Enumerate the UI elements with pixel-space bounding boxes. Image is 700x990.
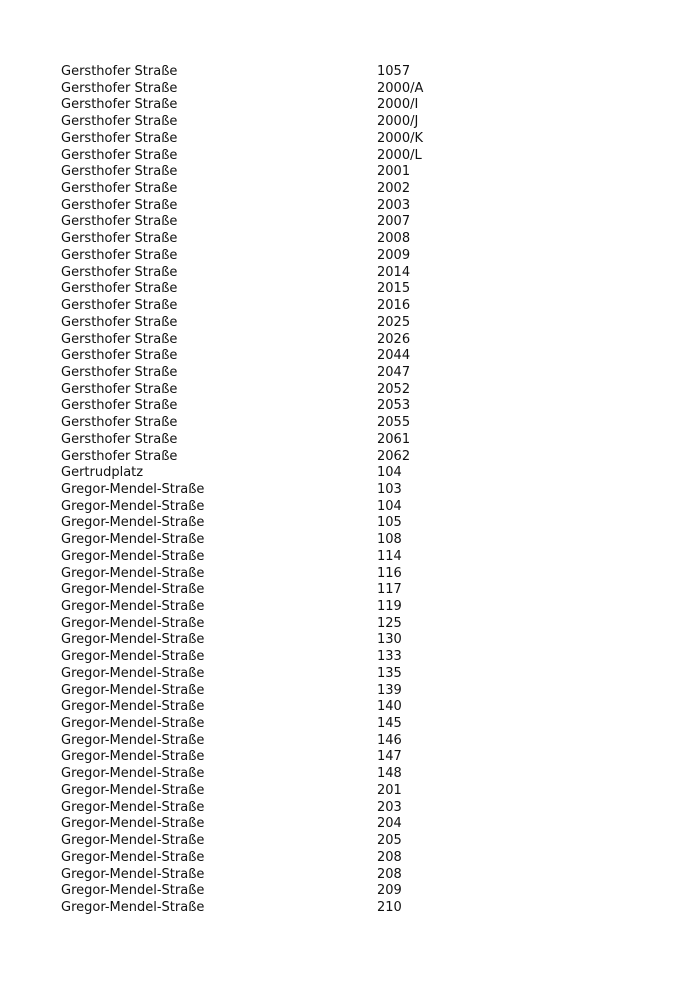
address-list [61,64,661,917]
list-item [61,683,661,700]
street-name: Gregor-Mendel-Straße [61,682,205,698]
street-name: Gersthofer Straße [61,264,178,280]
list-item [61,733,661,750]
house-number: 2000/K [377,130,423,146]
list-item [61,148,661,165]
list-item [61,532,661,549]
list-item [61,398,661,415]
street-name: Gersthofer Straße [61,97,178,113]
house-number: 108 [377,532,402,548]
house-number: 105 [377,515,402,531]
house-number: 148 [377,766,402,782]
street-name: Gregor-Mendel-Straße [61,665,205,681]
house-number: 114 [377,548,402,564]
list-item [61,766,661,783]
list-item [61,566,661,583]
street-name: Gersthofer Straße [61,64,178,79]
list-item [61,515,661,532]
street-name: Gersthofer Straße [61,281,178,297]
street-name: Gersthofer Straße [61,298,178,314]
house-number: 2001 [377,164,411,180]
list-item [61,281,661,298]
street-name: Gregor-Mendel-Straße [61,883,205,899]
house-number: 208 [377,866,402,882]
street-name: Gregor-Mendel-Straße [61,849,205,865]
list-item [61,783,661,800]
house-number: 125 [377,615,402,631]
list-item [61,298,661,315]
street-name: Gersthofer Straße [61,147,178,163]
street-name: Gregor-Mendel-Straße [61,481,205,497]
house-number: 2055 [377,415,411,431]
street-name: Gersthofer Straße [61,364,178,380]
list-item [61,348,661,365]
house-number: 203 [377,799,402,815]
house-number: 146 [377,732,402,748]
list-item [61,666,661,683]
list-item [61,164,661,181]
house-number: 2062 [377,448,411,464]
list-item [61,632,661,649]
house-number: 135 [377,665,402,681]
list-item [61,198,661,215]
house-number: 139 [377,682,402,698]
house-number: 103 [377,481,402,497]
house-number: 147 [377,749,402,765]
list-item [61,816,661,833]
street-name: Gregor-Mendel-Straße [61,649,205,665]
street-name: Gregor-Mendel-Straße [61,599,205,614]
street-name: Gersthofer Straße [61,431,178,447]
list-item [61,482,661,499]
house-number: 201 [377,782,402,798]
street-name: Gregor-Mendel-Straße [61,548,205,564]
house-number: 2000/J [377,114,419,130]
house-number: 2053 [377,398,411,414]
list-item [61,97,661,114]
house-number: 2003 [377,197,411,213]
house-number: 2000/I [377,97,419,113]
list-item [61,365,661,382]
list-item [61,315,661,332]
street-name: Gersthofer Straße [61,114,178,130]
house-number: 2000/L [377,147,422,163]
street-name: Gregor-Mendel-Straße [61,515,205,531]
street-name: Gregor-Mendel-Straße [61,833,205,849]
house-number: 145 [377,716,402,732]
street-name: Gersthofer Straße [61,214,178,230]
house-number: 2008 [377,231,411,247]
street-name: Gregor-Mendel-Straße [61,615,205,631]
street-name: Gersthofer Straße [61,164,178,180]
street-name: Gregor-Mendel-Straße [61,716,205,732]
street-name: Gregor-Mendel-Straße [61,565,205,581]
street-name: Gregor-Mendel-Straße [61,799,205,815]
street-name: Gersthofer Straße [61,415,178,431]
house-number: 210 [377,899,402,915]
list-item [61,248,661,265]
house-number: 2009 [377,247,411,263]
list-item [61,432,661,449]
house-number: 2002 [377,181,411,197]
house-number: 104 [377,498,402,514]
house-number: 2016 [377,298,411,314]
house-number: 140 [377,699,402,715]
list-item [61,382,661,399]
street-name: Gregor-Mendel-Straße [61,816,205,832]
house-number: 2052 [377,381,411,397]
house-number: 204 [377,816,402,832]
house-number: 133 [377,649,402,665]
house-number: 209 [377,883,402,899]
list-item [61,900,661,917]
house-number: 1057 [377,64,411,79]
street-name: Gersthofer Straße [61,448,178,464]
house-number: 208 [377,849,402,865]
street-name: Gersthofer Straße [61,247,178,263]
street-name: Gregor-Mendel-Straße [61,866,205,882]
street-name: Gertrudplatz [61,465,144,481]
street-name: Gersthofer Straße [61,80,178,96]
list-item [61,749,661,766]
house-number: 119 [377,599,402,614]
street-name: Gersthofer Straße [61,398,178,414]
house-number: 130 [377,632,402,648]
list-item [61,81,661,98]
list-item [61,867,661,884]
street-name: Gregor-Mendel-Straße [61,498,205,514]
house-number: 205 [377,833,402,849]
house-number: 2000/A [377,80,424,96]
house-number: 2007 [377,214,411,230]
list-item [61,64,661,81]
list-item [61,599,661,616]
street-name: Gersthofer Straße [61,130,178,146]
street-name: Gersthofer Straße [61,181,178,197]
list-item [61,883,661,900]
house-number: 104 [377,465,402,481]
list-item [61,265,661,282]
house-number: 116 [377,565,402,581]
street-name: Gregor-Mendel-Straße [61,749,205,765]
list-item [61,415,661,432]
street-name: Gersthofer Straße [61,381,178,397]
street-name: Gregor-Mendel-Straße [61,766,205,782]
street-name: Gregor-Mendel-Straße [61,632,205,648]
list-item [61,465,661,482]
list-item [61,582,661,599]
house-number: 117 [377,582,402,598]
list-item [61,716,661,733]
house-number: 2047 [377,364,411,380]
house-number: 2025 [377,314,411,330]
street-name: Gersthofer Straße [61,231,178,247]
street-name: Gregor-Mendel-Straße [61,532,205,548]
street-name: Gersthofer Straße [61,314,178,330]
list-item [61,850,661,867]
street-name: Gersthofer Straße [61,331,178,347]
house-number: 2061 [377,431,411,447]
list-item [61,114,661,131]
house-number: 2044 [377,348,411,364]
street-name: Gersthofer Straße [61,197,178,213]
list-item [61,449,661,466]
list-item [61,549,661,566]
street-name: Gersthofer Straße [61,348,178,364]
list-item [61,332,661,349]
list-item [61,833,661,850]
list-item [61,181,661,198]
list-item [61,231,661,248]
street-name: Gregor-Mendel-Straße [61,782,205,798]
house-number: 2026 [377,331,411,347]
list-item [61,499,661,516]
street-name: Gregor-Mendel-Straße [61,732,205,748]
street-name: Gregor-Mendel-Straße [61,582,205,598]
street-name: Gregor-Mendel-Straße [61,699,205,715]
list-item [61,214,661,231]
list-item [61,131,661,148]
list-item [61,800,661,817]
list-item [61,649,661,666]
street-name: Gregor-Mendel-Straße [61,899,205,915]
list-item [61,699,661,716]
list-item [61,616,661,633]
house-number: 2014 [377,264,411,280]
house-number: 2015 [377,281,411,297]
